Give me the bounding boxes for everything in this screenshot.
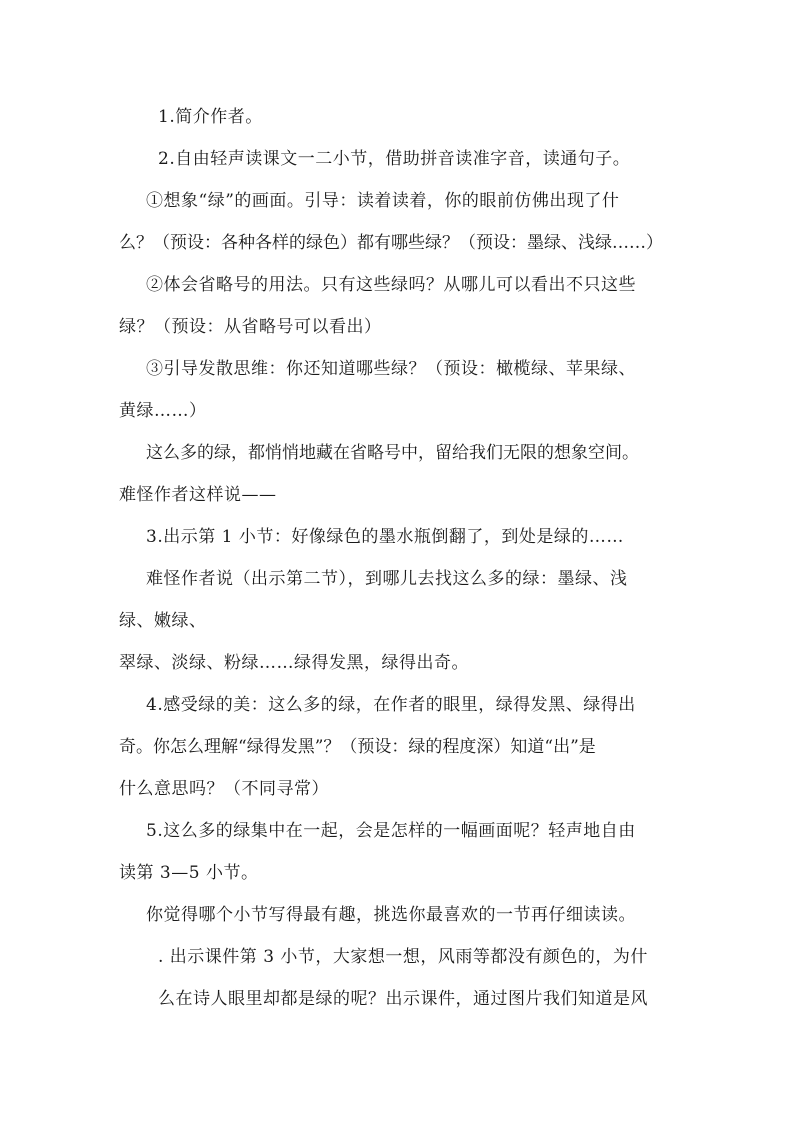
paragraph-line: 翠绿、淡绿、粉绿……绿得发黑，绿得出奇。	[119, 653, 469, 673]
paragraph-line: 奇。你怎么理解“绿得发黑”？（预设：绿的程度深）知道“出”是	[119, 737, 596, 757]
paragraph-line: 么在诗人眼里却都是绿的呢？出示课件，通过图片我们知道是风	[158, 989, 648, 1009]
paragraph-line: 2.自由轻声读课文一二小节，借助拼音读准字音，读通句子。	[158, 149, 631, 169]
paragraph-line: 什么意思吗？（不同寻常）	[119, 779, 329, 799]
paragraph-line: 黄绿……）	[119, 401, 207, 421]
paragraph-line: 5.这么多的绿集中在一起，会是怎样的一幅画面呢？轻声地自由	[146, 821, 636, 841]
paragraph-line: ③引导发散思维：你还知道哪些绿？（预设：橄榄绿、苹果绿、	[146, 359, 636, 379]
paragraph-line: . 出示课件第 3 小节，大家想一想，风雨等都没有颜色的，为什	[158, 947, 648, 967]
paragraph-line: 读第 3—5 小节。	[119, 863, 259, 883]
paragraph-line: 这么多的绿，都悄悄地藏在省略号中，留给我们无限的想象空间。	[146, 443, 639, 463]
paragraph-line: 难怪作者这样说——	[119, 485, 277, 505]
paragraph-line: 难怪作者说（出示第二节），到哪儿去找这么多的绿：墨绿、浅	[146, 569, 628, 589]
paragraph-line: ①想象“绿”的画面。引导：读着读着，你的眼前仿佛出现了什	[146, 191, 620, 211]
paragraph-line: ②体会省略号的用法。只有这些绿吗？从哪儿可以看出不只这些	[146, 275, 636, 295]
paragraph-line: 么？（预设：各种各样的绿色）都有哪些绿？（预设：墨绿、浅绿……）	[119, 233, 663, 253]
paragraph-line: 1.简介作者。	[158, 107, 263, 127]
paragraph-line: 你觉得哪个小节写得最有趣，挑选你最喜欢的一节再仔细读读。	[146, 905, 636, 925]
paragraph-line: 绿、嫩绿、	[119, 611, 207, 631]
paragraph-line: 绿？（预设：从省略号可以看出）	[119, 317, 382, 337]
paragraph-line: 4.感受绿的美：这么多的绿，在作者的眼里，绿得发黑、绿得出	[146, 695, 636, 715]
paragraph-line: 3.出示第 1 小节：好像绿色的墨水瓶倒翻了，到处是绿的……	[146, 527, 624, 547]
